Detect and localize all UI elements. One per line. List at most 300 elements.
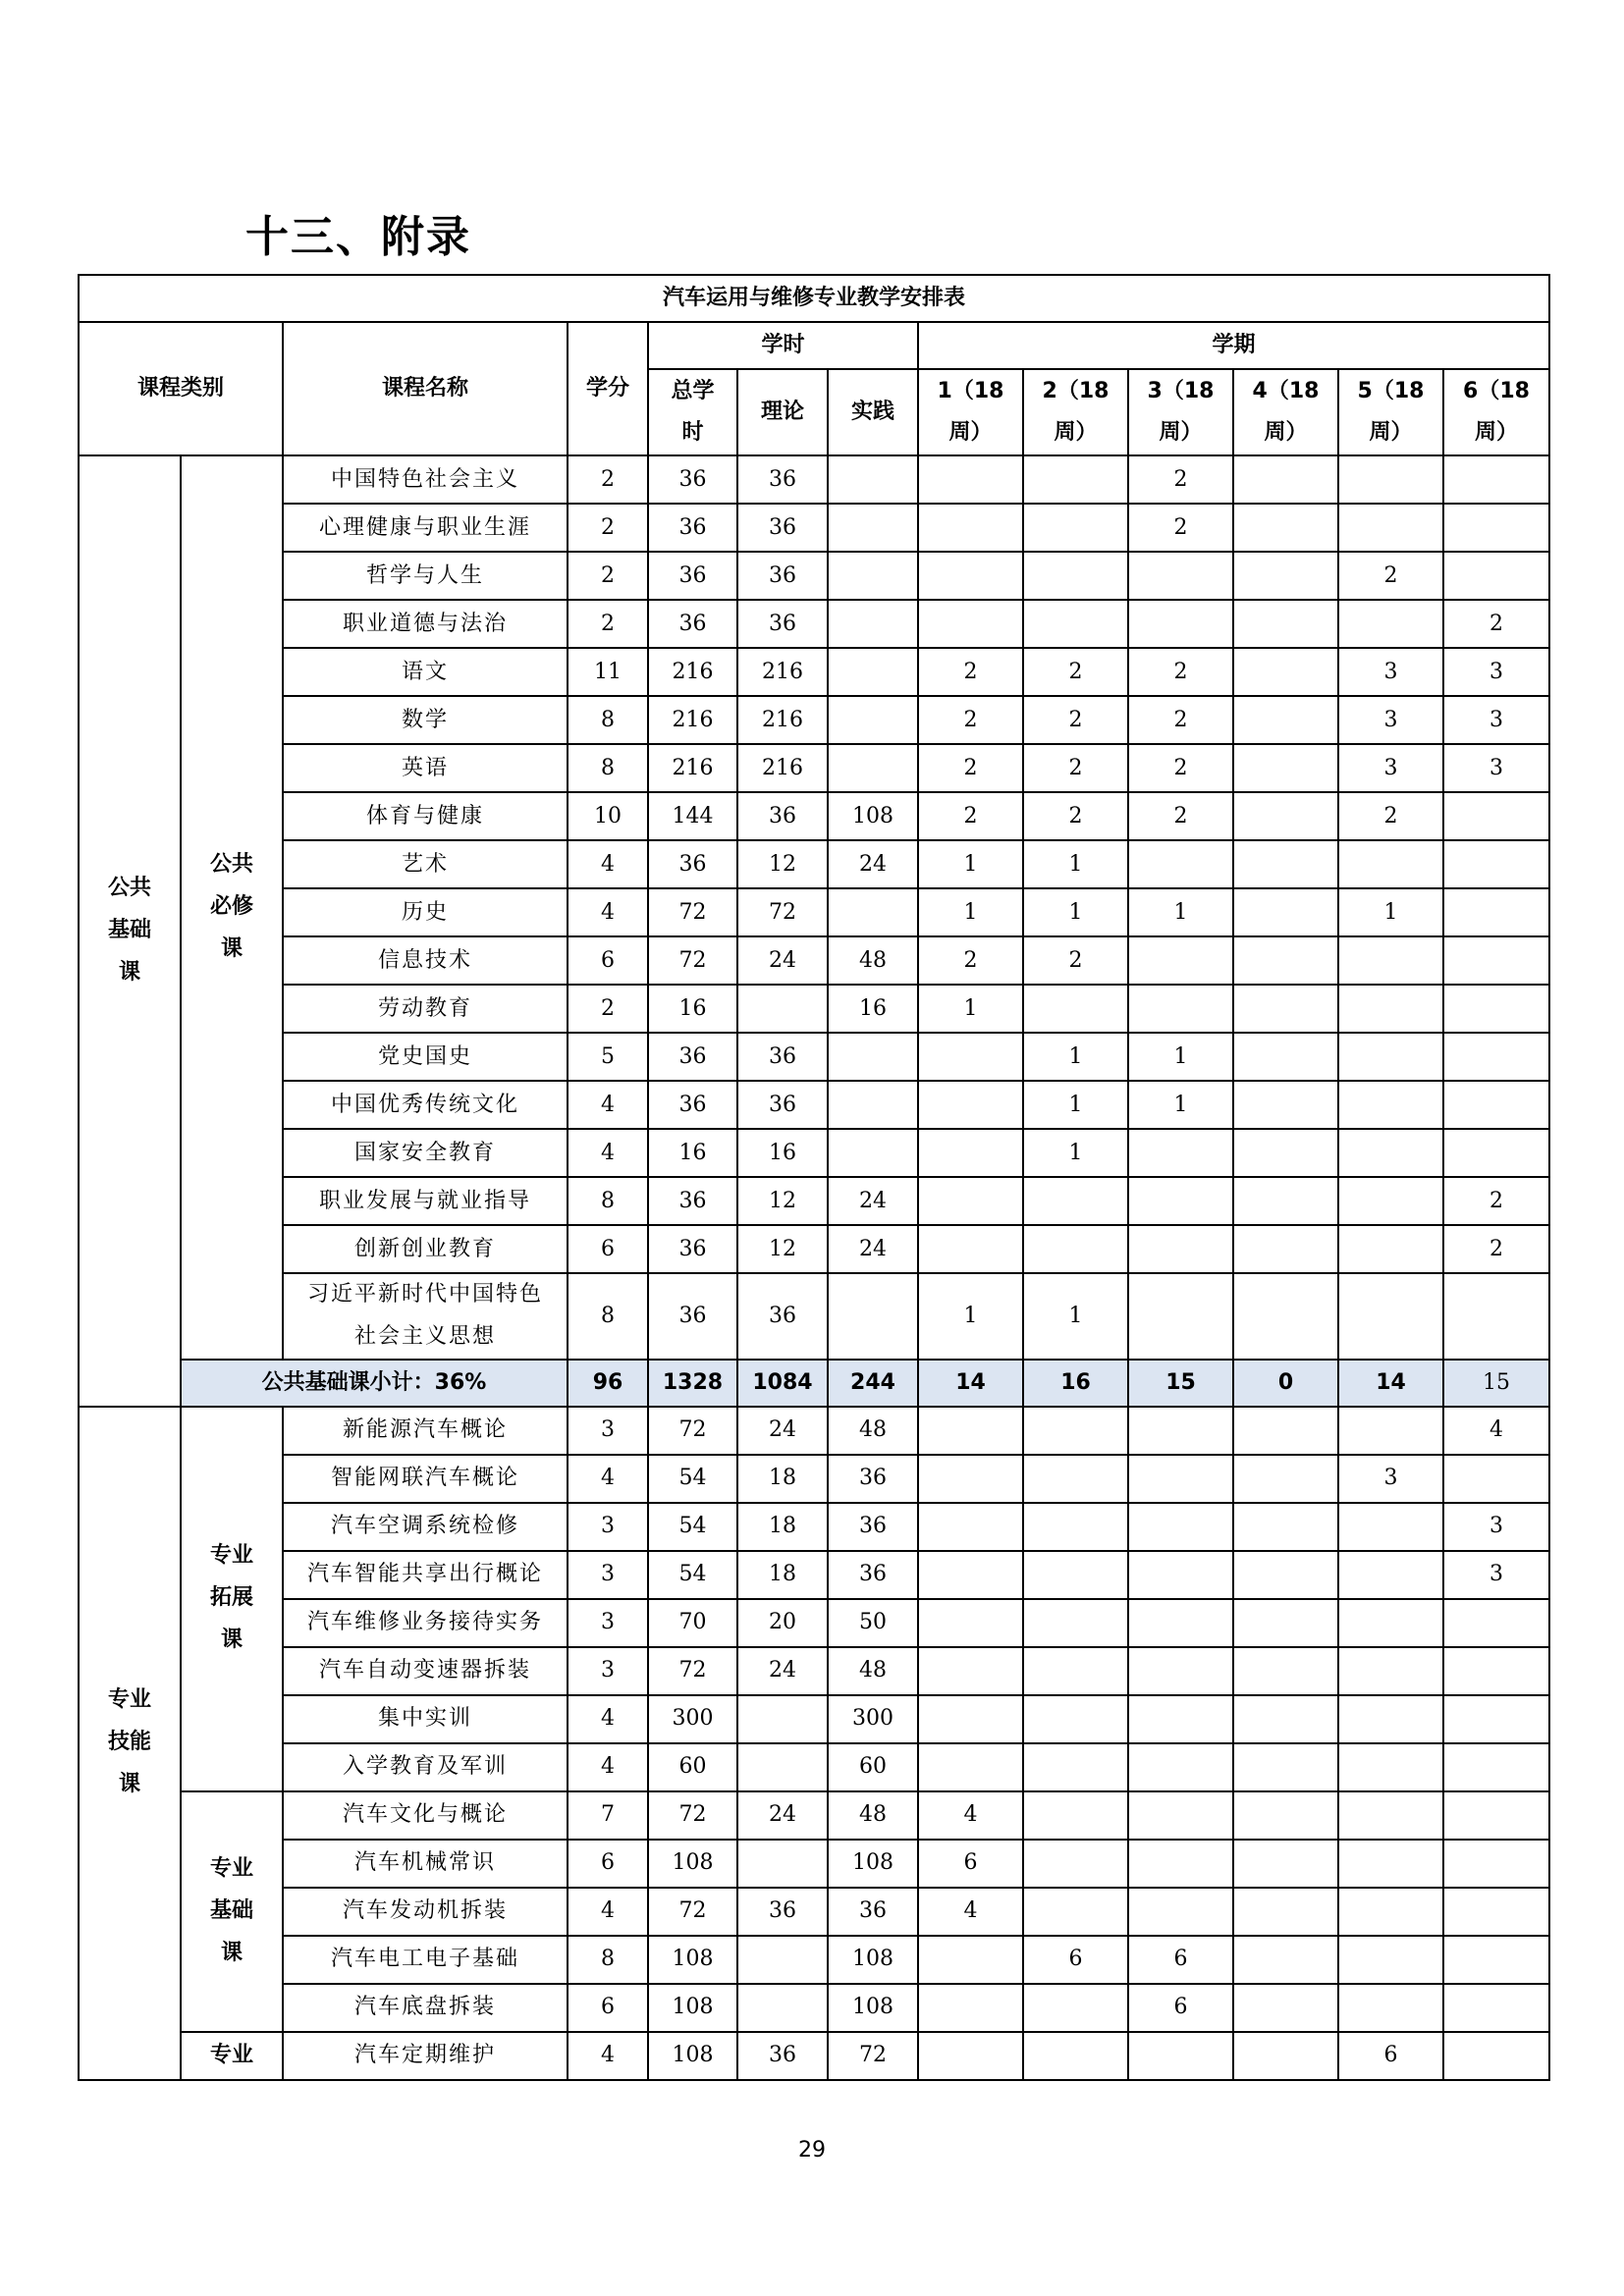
credit-cell: 4 xyxy=(568,888,648,936)
semester-4-cell xyxy=(1233,1455,1338,1503)
semester-1-cell xyxy=(918,1407,1023,1455)
practice-hours-cell xyxy=(828,1129,918,1177)
semester-1-cell xyxy=(918,1647,1023,1695)
total-hours-cell: 36 xyxy=(648,1177,737,1225)
table-row xyxy=(79,2032,1549,2080)
header-semester-5-line2: 周） xyxy=(1369,420,1413,445)
subtotal-practice: 244 xyxy=(828,1360,918,1407)
semester-3-cell xyxy=(1128,1455,1233,1503)
course-name: 中国特色社会主义 xyxy=(283,455,568,504)
practice-hours-cell: 48 xyxy=(828,936,918,985)
credit-cell: 2 xyxy=(568,600,648,648)
category-major-last: 专业 xyxy=(181,2032,283,2080)
table-row xyxy=(79,600,1549,648)
practice-hours-cell: 108 xyxy=(828,1984,918,2032)
subtotal-row xyxy=(79,1360,1549,1407)
course-name: 汽车定期维护 xyxy=(283,2032,568,2080)
semester-4-cell xyxy=(1233,985,1338,1033)
semester-2-cell xyxy=(1023,1840,1128,1888)
semester-5-cell xyxy=(1338,504,1443,552)
credit-cell: 10 xyxy=(568,792,648,840)
theory-hours-cell: 36 xyxy=(737,1273,828,1360)
total-hours-cell: 72 xyxy=(648,936,737,985)
semester-1-cell: 2 xyxy=(918,936,1023,985)
semester-6-cell xyxy=(1443,792,1549,840)
course-name: 智能网联汽车概论 xyxy=(283,1455,568,1503)
semester-1-cell: 1 xyxy=(918,985,1023,1033)
semester-5-cell xyxy=(1338,600,1443,648)
category-major-basic xyxy=(181,1791,283,2032)
total-hours-cell: 36 xyxy=(648,552,737,600)
theory-hours-cell: 36 xyxy=(737,455,828,504)
semester-6-cell: 2 xyxy=(1443,600,1549,648)
semester-1-cell: 1 xyxy=(918,888,1023,936)
course-name xyxy=(283,1273,568,1360)
practice-hours-cell xyxy=(828,1033,918,1081)
semester-2-cell xyxy=(1023,1888,1128,1936)
semester-4-cell xyxy=(1233,1791,1338,1840)
semester-6-cell: 2 xyxy=(1443,1225,1549,1273)
semester-5-cell: 3 xyxy=(1338,696,1443,744)
course-name: 汽车发动机拆装 xyxy=(283,1888,568,1936)
total-hours-cell: 16 xyxy=(648,1129,737,1177)
semester-3-cell: 1 xyxy=(1128,888,1233,936)
header-semester-3-line1: 3（18 xyxy=(1147,379,1215,404)
course-name: 心理健康与职业生涯 xyxy=(283,504,568,552)
semester-3-cell xyxy=(1128,1551,1233,1599)
semester-4-cell xyxy=(1233,504,1338,552)
table-row xyxy=(79,1888,1549,1936)
semester-3-cell xyxy=(1128,1647,1233,1695)
theory-hours-cell: 36 xyxy=(737,504,828,552)
practice-hours-cell: 108 xyxy=(828,792,918,840)
course-name: 信息技术 xyxy=(283,936,568,985)
practice-hours-cell xyxy=(828,504,918,552)
table-row xyxy=(79,1551,1549,1599)
semester-6-cell xyxy=(1443,888,1549,936)
semester-2-cell: 6 xyxy=(1023,1936,1128,1984)
credit-cell: 7 xyxy=(568,1791,648,1840)
practice-hours-cell xyxy=(828,1081,918,1129)
total-hours-cell: 216 xyxy=(648,648,737,696)
credit-cell: 3 xyxy=(568,1599,648,1647)
semester-4-cell xyxy=(1233,552,1338,600)
semester-5-cell xyxy=(1338,1599,1443,1647)
practice-hours-cell: 24 xyxy=(828,840,918,888)
practice-hours-cell: 72 xyxy=(828,2032,918,2080)
semester-2-cell: 1 xyxy=(1023,840,1128,888)
theory-hours-cell: 216 xyxy=(737,648,828,696)
semester-5-cell: 6 xyxy=(1338,2032,1443,2080)
category-line: 拓展 xyxy=(209,1585,253,1611)
semester-6-cell xyxy=(1443,1081,1549,1129)
semester-5-cell xyxy=(1338,1081,1443,1129)
credit-cell: 8 xyxy=(568,1936,648,1984)
table-row xyxy=(79,552,1549,600)
table-row xyxy=(79,1936,1549,1984)
theory-hours-cell: 18 xyxy=(737,1503,828,1551)
total-hours-cell: 36 xyxy=(648,504,737,552)
semester-1-cell: 1 xyxy=(918,1273,1023,1360)
semester-6-cell xyxy=(1443,1743,1549,1791)
header-semester-2-line1: 2（18 xyxy=(1042,379,1110,404)
table-row xyxy=(79,1647,1549,1695)
course-name: 新能源汽车概论 xyxy=(283,1407,568,1455)
practice-hours-cell: 36 xyxy=(828,1503,918,1551)
semester-4-cell xyxy=(1233,696,1338,744)
practice-hours-cell: 16 xyxy=(828,985,918,1033)
semester-2-cell xyxy=(1023,2032,1128,2080)
semester-3-cell xyxy=(1128,1840,1233,1888)
header-credit: 学分 xyxy=(568,322,648,455)
semester-6-cell xyxy=(1443,1791,1549,1840)
table-row xyxy=(79,1743,1549,1791)
total-hours-cell: 54 xyxy=(648,1551,737,1599)
semester-3-cell: 2 xyxy=(1128,455,1233,504)
semester-1-cell: 6 xyxy=(918,1840,1023,1888)
subtotal-semester-4: 0 xyxy=(1233,1360,1338,1407)
total-hours-cell: 108 xyxy=(648,2032,737,2080)
semester-2-cell: 2 xyxy=(1023,936,1128,985)
semester-6-cell xyxy=(1443,1129,1549,1177)
course-name: 中国优秀传统文化 xyxy=(283,1081,568,1129)
semester-2-cell xyxy=(1023,455,1128,504)
semester-1-cell: 1 xyxy=(918,840,1023,888)
table-row xyxy=(79,1081,1549,1129)
semester-2-cell: 1 xyxy=(1023,888,1128,936)
table-row xyxy=(79,648,1549,696)
semester-1-cell xyxy=(918,504,1023,552)
theory-hours-cell: 72 xyxy=(737,888,828,936)
semester-4-cell xyxy=(1233,1743,1338,1791)
semester-1-cell: 4 xyxy=(918,1791,1023,1840)
total-hours-cell: 72 xyxy=(648,1791,737,1840)
subtotal-label: 公共基础课小计：36% xyxy=(181,1360,568,1407)
semester-3-cell xyxy=(1128,840,1233,888)
semester-1-cell xyxy=(918,1551,1023,1599)
table-title: 汽车运用与维修专业教学安排表 xyxy=(79,275,1549,322)
semester-1-cell xyxy=(918,600,1023,648)
semester-4-cell xyxy=(1233,1695,1338,1743)
semester-6-cell xyxy=(1443,504,1549,552)
page-heading: 十三、附录 xyxy=(245,212,471,262)
semester-4-cell xyxy=(1233,1081,1338,1129)
semester-6-cell xyxy=(1443,1840,1549,1888)
semester-2-cell: 2 xyxy=(1023,744,1128,792)
practice-hours-cell: 108 xyxy=(828,1840,918,1888)
course-name: 数学 xyxy=(283,696,568,744)
subtotal-semester-6: 15 xyxy=(1443,1360,1549,1407)
semester-6-cell xyxy=(1443,1455,1549,1503)
semester-2-cell: 2 xyxy=(1023,648,1128,696)
semester-3-cell xyxy=(1128,1225,1233,1273)
semester-5-cell: 3 xyxy=(1338,648,1443,696)
practice-hours-cell xyxy=(828,696,918,744)
theory-hours-cell: 16 xyxy=(737,1129,828,1177)
header-semester-4-line2: 周） xyxy=(1264,420,1308,445)
practice-hours-cell: 36 xyxy=(828,1551,918,1599)
semester-6-cell xyxy=(1443,840,1549,888)
course-name-line: 习近平新时代中国特色 xyxy=(306,1282,543,1307)
semester-6-cell xyxy=(1443,1273,1549,1360)
semester-3-cell xyxy=(1128,1503,1233,1551)
semester-5-cell xyxy=(1338,1129,1443,1177)
semester-2-cell xyxy=(1023,985,1128,1033)
table-row xyxy=(79,1225,1549,1273)
credit-cell: 4 xyxy=(568,840,648,888)
semester-3-cell: 2 xyxy=(1128,648,1233,696)
semester-4-cell xyxy=(1233,455,1338,504)
semester-3-cell xyxy=(1128,1273,1233,1360)
semester-4-cell xyxy=(1233,2032,1338,2080)
total-hours-cell: 72 xyxy=(648,1647,737,1695)
category-major-skill xyxy=(79,1407,181,2080)
semester-3-cell xyxy=(1128,1129,1233,1177)
semester-4-cell xyxy=(1233,1129,1338,1177)
header-theory: 理论 xyxy=(737,369,828,455)
table-row xyxy=(79,744,1549,792)
header-semester-2 xyxy=(1023,369,1128,455)
header-semester-3 xyxy=(1128,369,1233,455)
total-hours-cell: 36 xyxy=(648,455,737,504)
header-semester-1-line1: 1（18 xyxy=(937,379,1004,404)
teaching-schedule-table xyxy=(78,274,1550,2081)
total-hours-cell: 36 xyxy=(648,1081,737,1129)
course-name: 汽车智能共享出行概论 xyxy=(283,1551,568,1599)
semester-5-cell xyxy=(1338,1407,1443,1455)
semester-6-cell xyxy=(1443,1033,1549,1081)
semester-2-cell xyxy=(1023,1407,1128,1455)
header-semester-6-line1: 6（18 xyxy=(1463,379,1530,404)
practice-hours-cell: 60 xyxy=(828,1743,918,1791)
course-name: 汽车空调系统检修 xyxy=(283,1503,568,1551)
semester-4-cell xyxy=(1233,1647,1338,1695)
semester-2-cell: 1 xyxy=(1023,1033,1128,1081)
semester-1-cell xyxy=(918,1225,1023,1273)
semester-6-cell xyxy=(1443,1984,1549,2032)
total-hours-cell: 60 xyxy=(648,1743,737,1791)
semester-2-cell xyxy=(1023,1695,1128,1743)
total-hours-cell: 36 xyxy=(648,840,737,888)
total-hours-cell: 36 xyxy=(648,1033,737,1081)
header-total-line2: 时 xyxy=(681,420,704,445)
header-semester-5-line1: 5（18 xyxy=(1357,379,1425,404)
semester-2-cell xyxy=(1023,1984,1128,2032)
category-line: 基础 xyxy=(209,1897,253,1923)
total-hours-cell: 144 xyxy=(648,792,737,840)
category-public-required xyxy=(181,455,283,1360)
semester-4-cell xyxy=(1233,1840,1338,1888)
semester-6-cell xyxy=(1443,1599,1549,1647)
semester-3-cell xyxy=(1128,1407,1233,1455)
semester-4-cell xyxy=(1233,1503,1338,1551)
semester-2-cell: 2 xyxy=(1023,792,1128,840)
semester-4-cell xyxy=(1233,1984,1338,2032)
semester-6-cell: 3 xyxy=(1443,696,1549,744)
theory-hours-cell: 36 xyxy=(737,600,828,648)
credit-cell: 6 xyxy=(568,936,648,985)
semester-3-cell xyxy=(1128,552,1233,600)
semester-4-cell xyxy=(1233,648,1338,696)
semester-6-cell xyxy=(1443,1647,1549,1695)
semester-5-cell: 2 xyxy=(1338,552,1443,600)
header-semester-6-line2: 周） xyxy=(1475,420,1519,445)
semester-3-cell: 6 xyxy=(1128,1936,1233,1984)
practice-hours-cell: 300 xyxy=(828,1695,918,1743)
semester-3-cell: 2 xyxy=(1128,504,1233,552)
theory-hours-cell: 36 xyxy=(737,792,828,840)
total-hours-cell: 72 xyxy=(648,888,737,936)
category-line: 课 xyxy=(220,1940,243,1965)
practice-hours-cell: 36 xyxy=(828,1455,918,1503)
semester-1-cell xyxy=(918,1503,1023,1551)
semester-5-cell: 1 xyxy=(1338,888,1443,936)
table-row xyxy=(79,1503,1549,1551)
semester-4-cell xyxy=(1233,1936,1338,1984)
semester-6-cell: 4 xyxy=(1443,1407,1549,1455)
theory-hours-cell: 18 xyxy=(737,1551,828,1599)
semester-1-cell xyxy=(918,1599,1023,1647)
semester-1-cell xyxy=(918,1033,1023,1081)
credit-cell: 4 xyxy=(568,1455,648,1503)
practice-hours-cell xyxy=(828,888,918,936)
table-row xyxy=(79,1129,1549,1177)
table-row xyxy=(79,1177,1549,1225)
semester-6-cell: 3 xyxy=(1443,744,1549,792)
category-line: 公共 xyxy=(107,876,151,901)
course-name: 汽车底盘拆装 xyxy=(283,1984,568,2032)
semester-4-cell xyxy=(1233,1599,1338,1647)
semester-3-cell xyxy=(1128,985,1233,1033)
practice-hours-cell: 48 xyxy=(828,1407,918,1455)
semester-6-cell xyxy=(1443,985,1549,1033)
subtotal-semester-3: 15 xyxy=(1128,1360,1233,1407)
semester-6-cell xyxy=(1443,936,1549,985)
semester-2-cell xyxy=(1023,504,1128,552)
total-hours-cell: 36 xyxy=(648,600,737,648)
course-name: 国家安全教育 xyxy=(283,1129,568,1177)
header-course-name: 课程名称 xyxy=(283,322,568,455)
category-line: 专业 xyxy=(107,1687,151,1713)
credit-cell: 3 xyxy=(568,1647,648,1695)
theory-hours-cell xyxy=(737,985,828,1033)
theory-hours-cell: 12 xyxy=(737,840,828,888)
header-practice: 实践 xyxy=(828,369,918,455)
semester-2-cell xyxy=(1023,600,1128,648)
theory-hours-cell: 216 xyxy=(737,696,828,744)
semester-3-cell xyxy=(1128,936,1233,985)
semester-3-cell: 2 xyxy=(1128,696,1233,744)
category-line: 课 xyxy=(118,959,140,985)
course-name: 哲学与人生 xyxy=(283,552,568,600)
theory-hours-cell: 20 xyxy=(737,1599,828,1647)
semester-3-cell xyxy=(1128,1888,1233,1936)
semester-4-cell xyxy=(1233,1407,1338,1455)
header-hours: 学时 xyxy=(648,322,918,369)
semester-2-cell xyxy=(1023,1743,1128,1791)
header-semester-1-line2: 周） xyxy=(948,420,993,445)
total-hours-cell: 216 xyxy=(648,744,737,792)
table-row xyxy=(79,840,1549,888)
semester-3-cell xyxy=(1128,600,1233,648)
semester-5-cell xyxy=(1338,455,1443,504)
category-line: 课 xyxy=(118,1772,140,1797)
course-name: 汽车机械常识 xyxy=(283,1840,568,1888)
semester-3-cell xyxy=(1128,1743,1233,1791)
semester-5-cell: 2 xyxy=(1338,792,1443,840)
semester-2-cell: 1 xyxy=(1023,1081,1128,1129)
category-line: 公共 xyxy=(209,852,253,878)
subtotal-total: 1328 xyxy=(648,1360,737,1407)
header-semester-3-line2: 周） xyxy=(1159,420,1203,445)
semester-4-cell xyxy=(1233,744,1338,792)
total-hours-cell: 36 xyxy=(648,1225,737,1273)
semester-6-cell: 3 xyxy=(1443,648,1549,696)
credit-cell: 8 xyxy=(568,1273,648,1360)
semester-1-cell: 2 xyxy=(918,792,1023,840)
semester-5-cell: 3 xyxy=(1338,744,1443,792)
header-total-line1: 总学 xyxy=(671,379,715,404)
total-hours-cell: 36 xyxy=(648,1273,737,1360)
credit-cell: 8 xyxy=(568,1177,648,1225)
practice-hours-cell xyxy=(828,744,918,792)
credit-cell: 3 xyxy=(568,1551,648,1599)
category-line: 基础 xyxy=(107,917,151,942)
semester-5-cell xyxy=(1338,936,1443,985)
semester-4-cell xyxy=(1233,1273,1338,1360)
table-row xyxy=(79,888,1549,936)
semester-2-cell xyxy=(1023,1647,1128,1695)
semester-3-cell xyxy=(1128,1695,1233,1743)
semester-6-cell xyxy=(1443,552,1549,600)
theory-hours-cell: 216 xyxy=(737,744,828,792)
theory-hours-cell: 36 xyxy=(737,2032,828,2080)
semester-5-cell xyxy=(1338,1177,1443,1225)
practice-hours-cell xyxy=(828,455,918,504)
semester-2-cell xyxy=(1023,1503,1128,1551)
total-hours-cell: 16 xyxy=(648,985,737,1033)
credit-cell: 6 xyxy=(568,1225,648,1273)
semester-4-cell xyxy=(1233,1888,1338,1936)
theory-hours-cell: 18 xyxy=(737,1455,828,1503)
semester-2-cell xyxy=(1023,552,1128,600)
theory-hours-cell: 24 xyxy=(737,1791,828,1840)
semester-5-cell xyxy=(1338,840,1443,888)
course-name: 体育与健康 xyxy=(283,792,568,840)
semester-3-cell: 6 xyxy=(1128,1984,1233,2032)
table-row xyxy=(79,985,1549,1033)
semester-2-cell xyxy=(1023,1455,1128,1503)
practice-hours-cell: 24 xyxy=(828,1225,918,1273)
semester-4-cell xyxy=(1233,792,1338,840)
credit-cell: 2 xyxy=(568,455,648,504)
category-line: 专业 xyxy=(209,1855,253,1881)
category-line: 课 xyxy=(220,1628,243,1653)
semester-5-cell xyxy=(1338,1936,1443,1984)
course-name: 汽车自动变速器拆装 xyxy=(283,1647,568,1695)
table-row xyxy=(79,1791,1549,1840)
practice-hours-cell: 50 xyxy=(828,1599,918,1647)
practice-hours-cell: 36 xyxy=(828,1888,918,1936)
course-name: 集中实训 xyxy=(283,1695,568,1743)
semester-5-cell: 3 xyxy=(1338,1455,1443,1503)
course-name: 汽车维修业务接待实务 xyxy=(283,1599,568,1647)
table-row xyxy=(79,1033,1549,1081)
semester-1-cell xyxy=(918,1984,1023,2032)
header-category: 课程类别 xyxy=(79,322,283,455)
semester-5-cell xyxy=(1338,1840,1443,1888)
theory-hours-cell: 24 xyxy=(737,936,828,985)
